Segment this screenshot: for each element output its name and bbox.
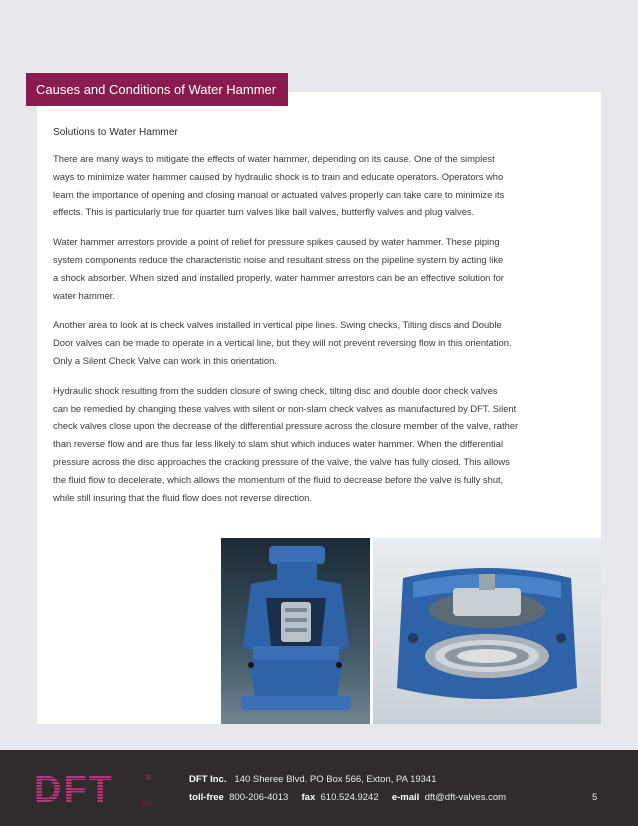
text-line: a shock absorber. When sized and installed properly, water hammer arrestors can be an effective solution for — [53, 271, 504, 283]
text-line: water hammer. — [53, 289, 115, 301]
paragraph-1 — [53, 150, 593, 221]
fax-number: 610.524.9242 — [320, 792, 379, 803]
text-line: ways to minimize water hammer caused by hydraulic shock is to train and educate operators. Operators who — [53, 170, 504, 182]
text-line: can be remedied by changing these valves with silent or non-slam check valves as manufactured by DFT. Silent — [53, 402, 517, 414]
logo-suffix: INC. — [142, 802, 154, 808]
dft-logo — [34, 770, 162, 808]
subheading: Solutions to Water Hammer — [53, 127, 178, 138]
valve-photo-wafer — [373, 538, 601, 724]
text-line: Door valves can be made to operate in a vertical line, but they will not prevent reversing flow in this orientation. — [53, 337, 512, 349]
text-line: Hydraulic shock resulting from the sudden closure of swing check, tilting disc and double door check valves — [53, 384, 498, 396]
tollfree-number: 800-206-4013 — [229, 792, 289, 803]
text-line: There are many ways to mitigate the effects of water hammer, depending on its cause. One of the simplest — [53, 153, 495, 164]
email-link[interactable]: dft@dft-valves.com — [424, 792, 507, 803]
paragraph-3 — [53, 316, 593, 369]
text-line: while still insuring that the fluid flow does not reverse direction. — [53, 491, 312, 503]
email-label: e-mail — [391, 792, 420, 803]
registered-mark: ® — [146, 775, 152, 782]
paragraph-2 — [53, 233, 593, 304]
company-name: DFT Inc. — [189, 774, 227, 785]
section-banner: Causes and Conditions of Water Hammer — [26, 73, 288, 106]
text-line: check valves close upon the decrease of the differential pressure across the closure member of the valve, rather — [53, 420, 519, 432]
paragraph-4 — [53, 382, 593, 507]
text-line: effects. This is particularly true for quarter turn valves like ball valves, butterfly valves and plug valves. — [53, 206, 475, 218]
tollfree-label: toll-free — [189, 792, 224, 803]
footer-contact-line — [189, 792, 506, 803]
valve-illustration — [373, 538, 601, 724]
page-number: 5 — [592, 792, 598, 803]
valve-illustration — [221, 538, 370, 724]
address: 140 Sheree Blvd. PO Box 566, Exton, PA 19341 — [234, 774, 437, 785]
text-line: Only a Silent Check Valve can work in this orientation. — [53, 354, 277, 366]
text-line: Another area to look at is check valves installed in vertical pipe lines. Swing checks, Tilting discs and Double — [53, 319, 502, 331]
article-body — [53, 127, 593, 518]
logo-wordmark: DFT — [34, 770, 114, 808]
fax-label: fax — [301, 792, 316, 803]
text-line: pressure across the disc approaches the cracking pressure of the valve, the valve has fully closed. This allows — [53, 455, 510, 467]
text-line: the fluid flow to decelerate, which allows the momentum of the fluid to decrease before the valve is fully shut, — [53, 473, 504, 485]
footer-address-line — [189, 774, 437, 785]
valve-photo-vertical — [221, 538, 370, 724]
text-line: learn the importance of opening and closing manual or actuated valves properly can take care to minimize its — [53, 188, 505, 200]
text-line: system components reduce the characteristic noise and resultant stress on the pipeline system by acting like — [53, 253, 504, 265]
text-line: than reverse flow and are thus far less likely to slam shut which induces water hammer. When the differential — [53, 438, 504, 450]
text-line: Water hammer arrestors provide a point of relief for pressure spikes caused by water hammer. These piping — [53, 236, 500, 248]
